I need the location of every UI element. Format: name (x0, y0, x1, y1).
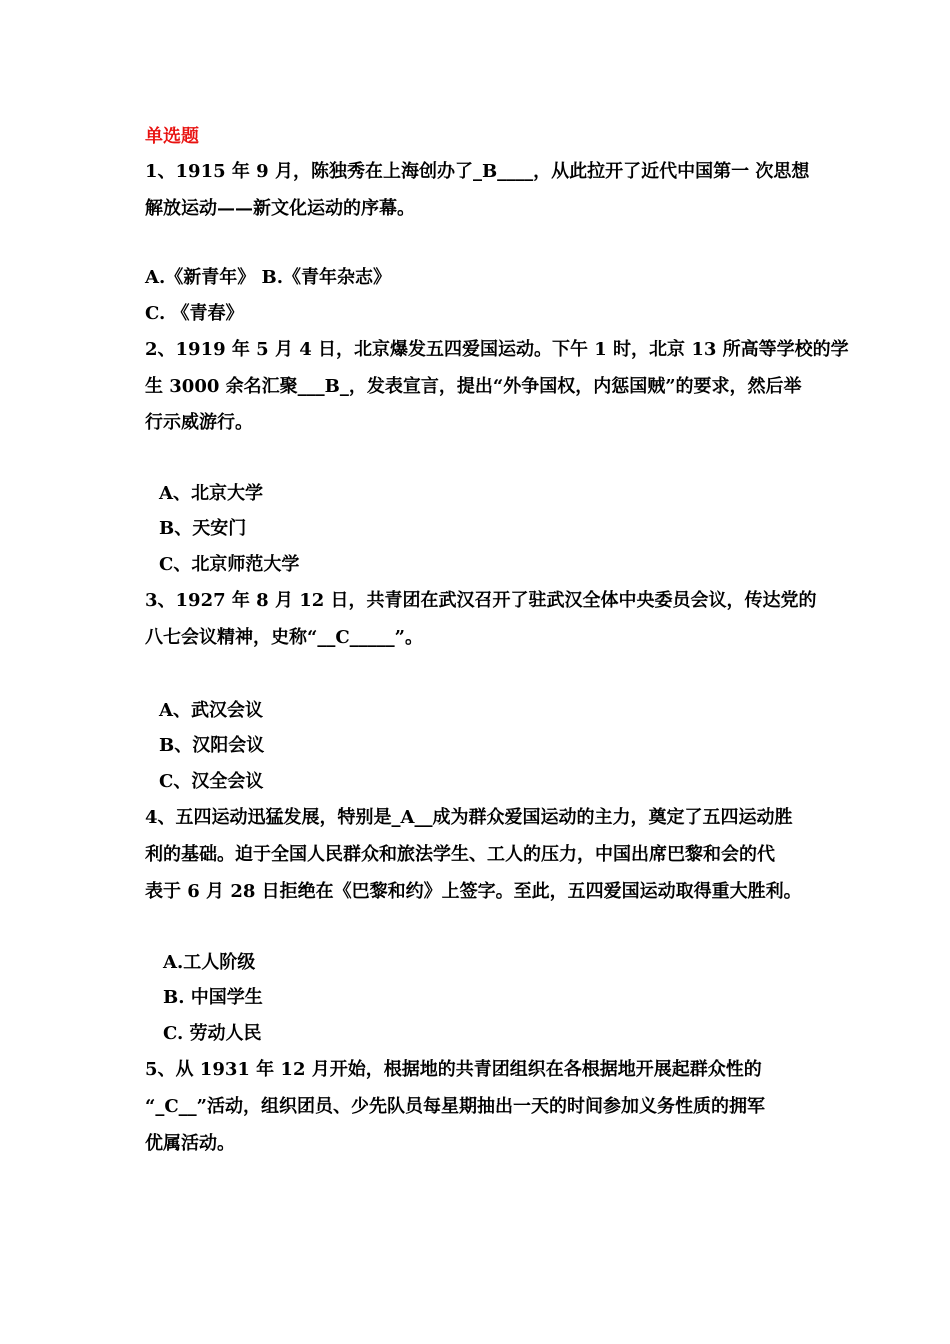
question-2-line-3: 行示威游行。 (145, 412, 253, 433)
question-2-line-2: 生 3000 余名汇聚___B_，发表宣言，提出“外争国权，内惩国贼”的要求，然后举 (145, 376, 802, 397)
question-1-option-c: C. 《青春》 (145, 303, 244, 324)
question-5-line-2: “_C__”活动，组织团员、少先队员每星期抽出一天的时间参加义务性质的拥军 (145, 1096, 766, 1117)
question-3-line-1: 3、1927 年 8 月 12 日，共青团在武汉召开了驻武汉全体中央委员会议，传达党的 (145, 590, 817, 611)
question-4-line-3: 表于 6 月 28 日拒绝在《巴黎和约》上签字。至此，五四爱国运动取得重大胜利。 (145, 881, 802, 902)
question-2-option-b: B、天安门 (159, 518, 247, 539)
question-2-option-a: A、北京大学 (159, 483, 263, 504)
question-5-line-1: 5、从 1931 年 12 月开始，根据地的共青团组织在各根据地开展起群众性的 (145, 1059, 762, 1080)
question-5-line-3: 优属活动。 (145, 1133, 235, 1154)
question-4-option-b: B. 中国学生 (163, 987, 263, 1008)
question-3-option-a: A、武汉会议 (159, 700, 263, 721)
question-3-line-2: 八七会议精神，史称“__C_____”。 (145, 627, 424, 648)
question-2-option-c: C、北京师范大学 (159, 554, 300, 575)
question-2-line-1: 2、1919 年 5 月 4 日，北京爆发五四爱国运动。下午 1 时，北京 13 所高等学校的学 (145, 339, 849, 360)
question-1-line-1: 1、1915 年 9 月，陈独秀在上海创办了_B____，从此拉开了近代中国第一 次思想 (145, 161, 810, 182)
question-1-line-2: 解放运动——新文化运动的序幕。 (145, 198, 415, 219)
question-4-line-2: 利的基础。迫于全国人民群众和旅法学生、工人的压力，中国出席巴黎和会的代 (145, 844, 775, 865)
question-4-line-1: 4、五四运动迅猛发展，特别是_A__成为群众爱国运动的主力，奠定了五四运动胜 (145, 807, 793, 828)
question-3-option-b: B、汉阳会议 (159, 735, 265, 756)
question-1-option-ab: A.《新青年》 B.《青年杂志》 (145, 267, 391, 288)
section-title: 单选题 (145, 126, 199, 147)
question-4-option-c: C. 劳动人民 (163, 1023, 262, 1044)
question-4-option-a: A.工人阶级 (163, 952, 256, 973)
question-3-option-c: C、汉全会议 (159, 771, 264, 792)
